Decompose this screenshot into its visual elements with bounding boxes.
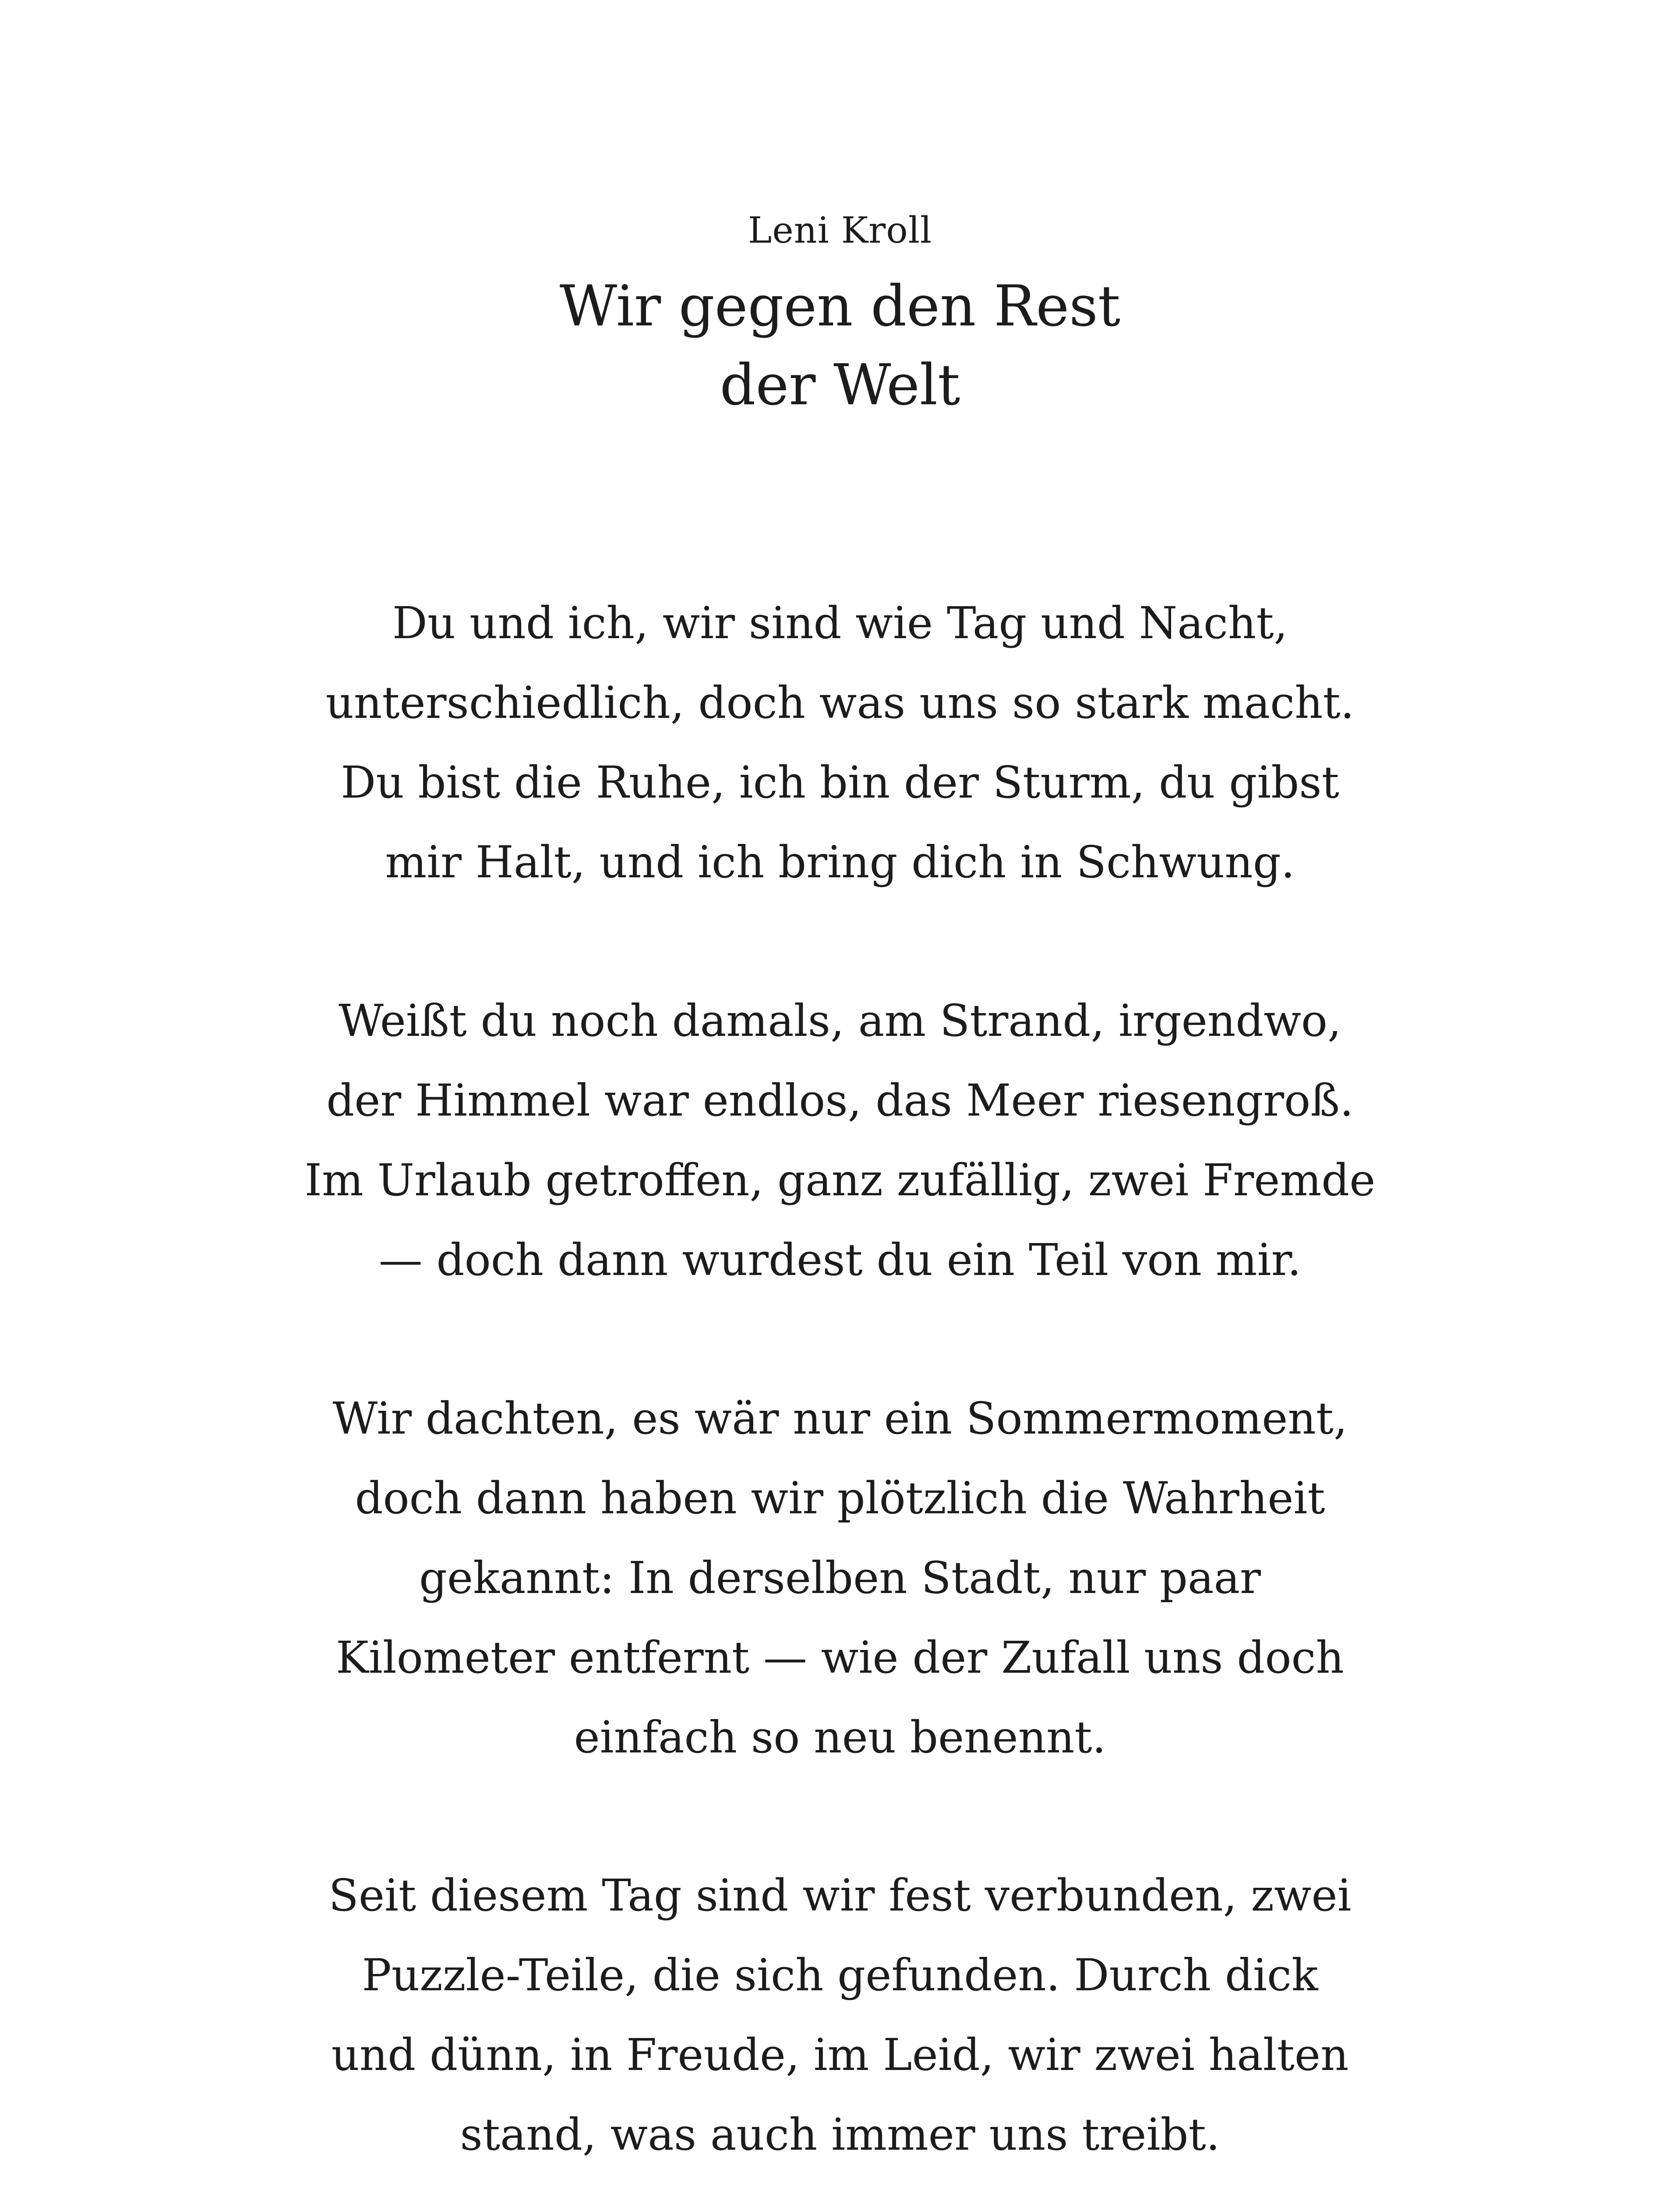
verse-line: gekannt: In derselben Stadt, nur paar — [419, 1552, 1261, 1604]
author-name: Leni Kroll — [748, 210, 932, 251]
verse-line: Kilometer entfernt — wie der Zufall uns doch — [336, 1632, 1344, 1683]
verse-line: der Himmel war endlos, das Meer riesengroß. — [326, 1075, 1354, 1126]
poem-title-line: der Welt — [720, 353, 960, 418]
verse-line: einfach so neu benennt. — [574, 1712, 1106, 1763]
verse-line: Du bist die Ruhe, ich bin der Sturm, du gibst — [341, 757, 1339, 808]
poem-title-line: Wir gegen den Rest — [559, 274, 1121, 339]
verse-line: und dünn, in Freude, im Leid, wir zwei halten — [331, 2029, 1349, 2080]
stanza-3 — [0, 1379, 1680, 1777]
poem-title — [0, 267, 1680, 425]
verse-line: stand, was auch immer uns treibt. — [460, 2109, 1220, 2160]
verse-line: doch dann haben wir plötzlich die Wahrheit — [355, 1473, 1325, 1524]
verse-line: — doch dann wurdest du ein Teil von mir. — [378, 1234, 1302, 1286]
verse-line: unterschiedlich, doch was uns so stark macht. — [325, 677, 1355, 728]
verse-line: Wir dachten, es wär nur ein Sommermoment, — [332, 1393, 1348, 1444]
verse-line: Weißt du noch damals, am Strand, irgendwo, — [339, 995, 1341, 1046]
stanza-2 — [0, 981, 1680, 1300]
verse-line: Du und ich, wir sind wie Tag und Nacht, — [392, 597, 1288, 649]
verse-line: Im Urlaub getroffen, ganz zufällig, zwei Fremde — [304, 1155, 1376, 1206]
stanza-4 — [0, 1856, 1680, 2175]
verse-line: Puzzle-Teile, die sich gefunden. Durch dick — [362, 1950, 1318, 2001]
verse-line: mir Halt, und ich bring dich in Schwung. — [385, 837, 1295, 888]
stanza-1 — [0, 583, 1680, 902]
verse-line: Seit diesem Tag sind wir fest verbunden, zwei — [328, 1870, 1352, 1921]
